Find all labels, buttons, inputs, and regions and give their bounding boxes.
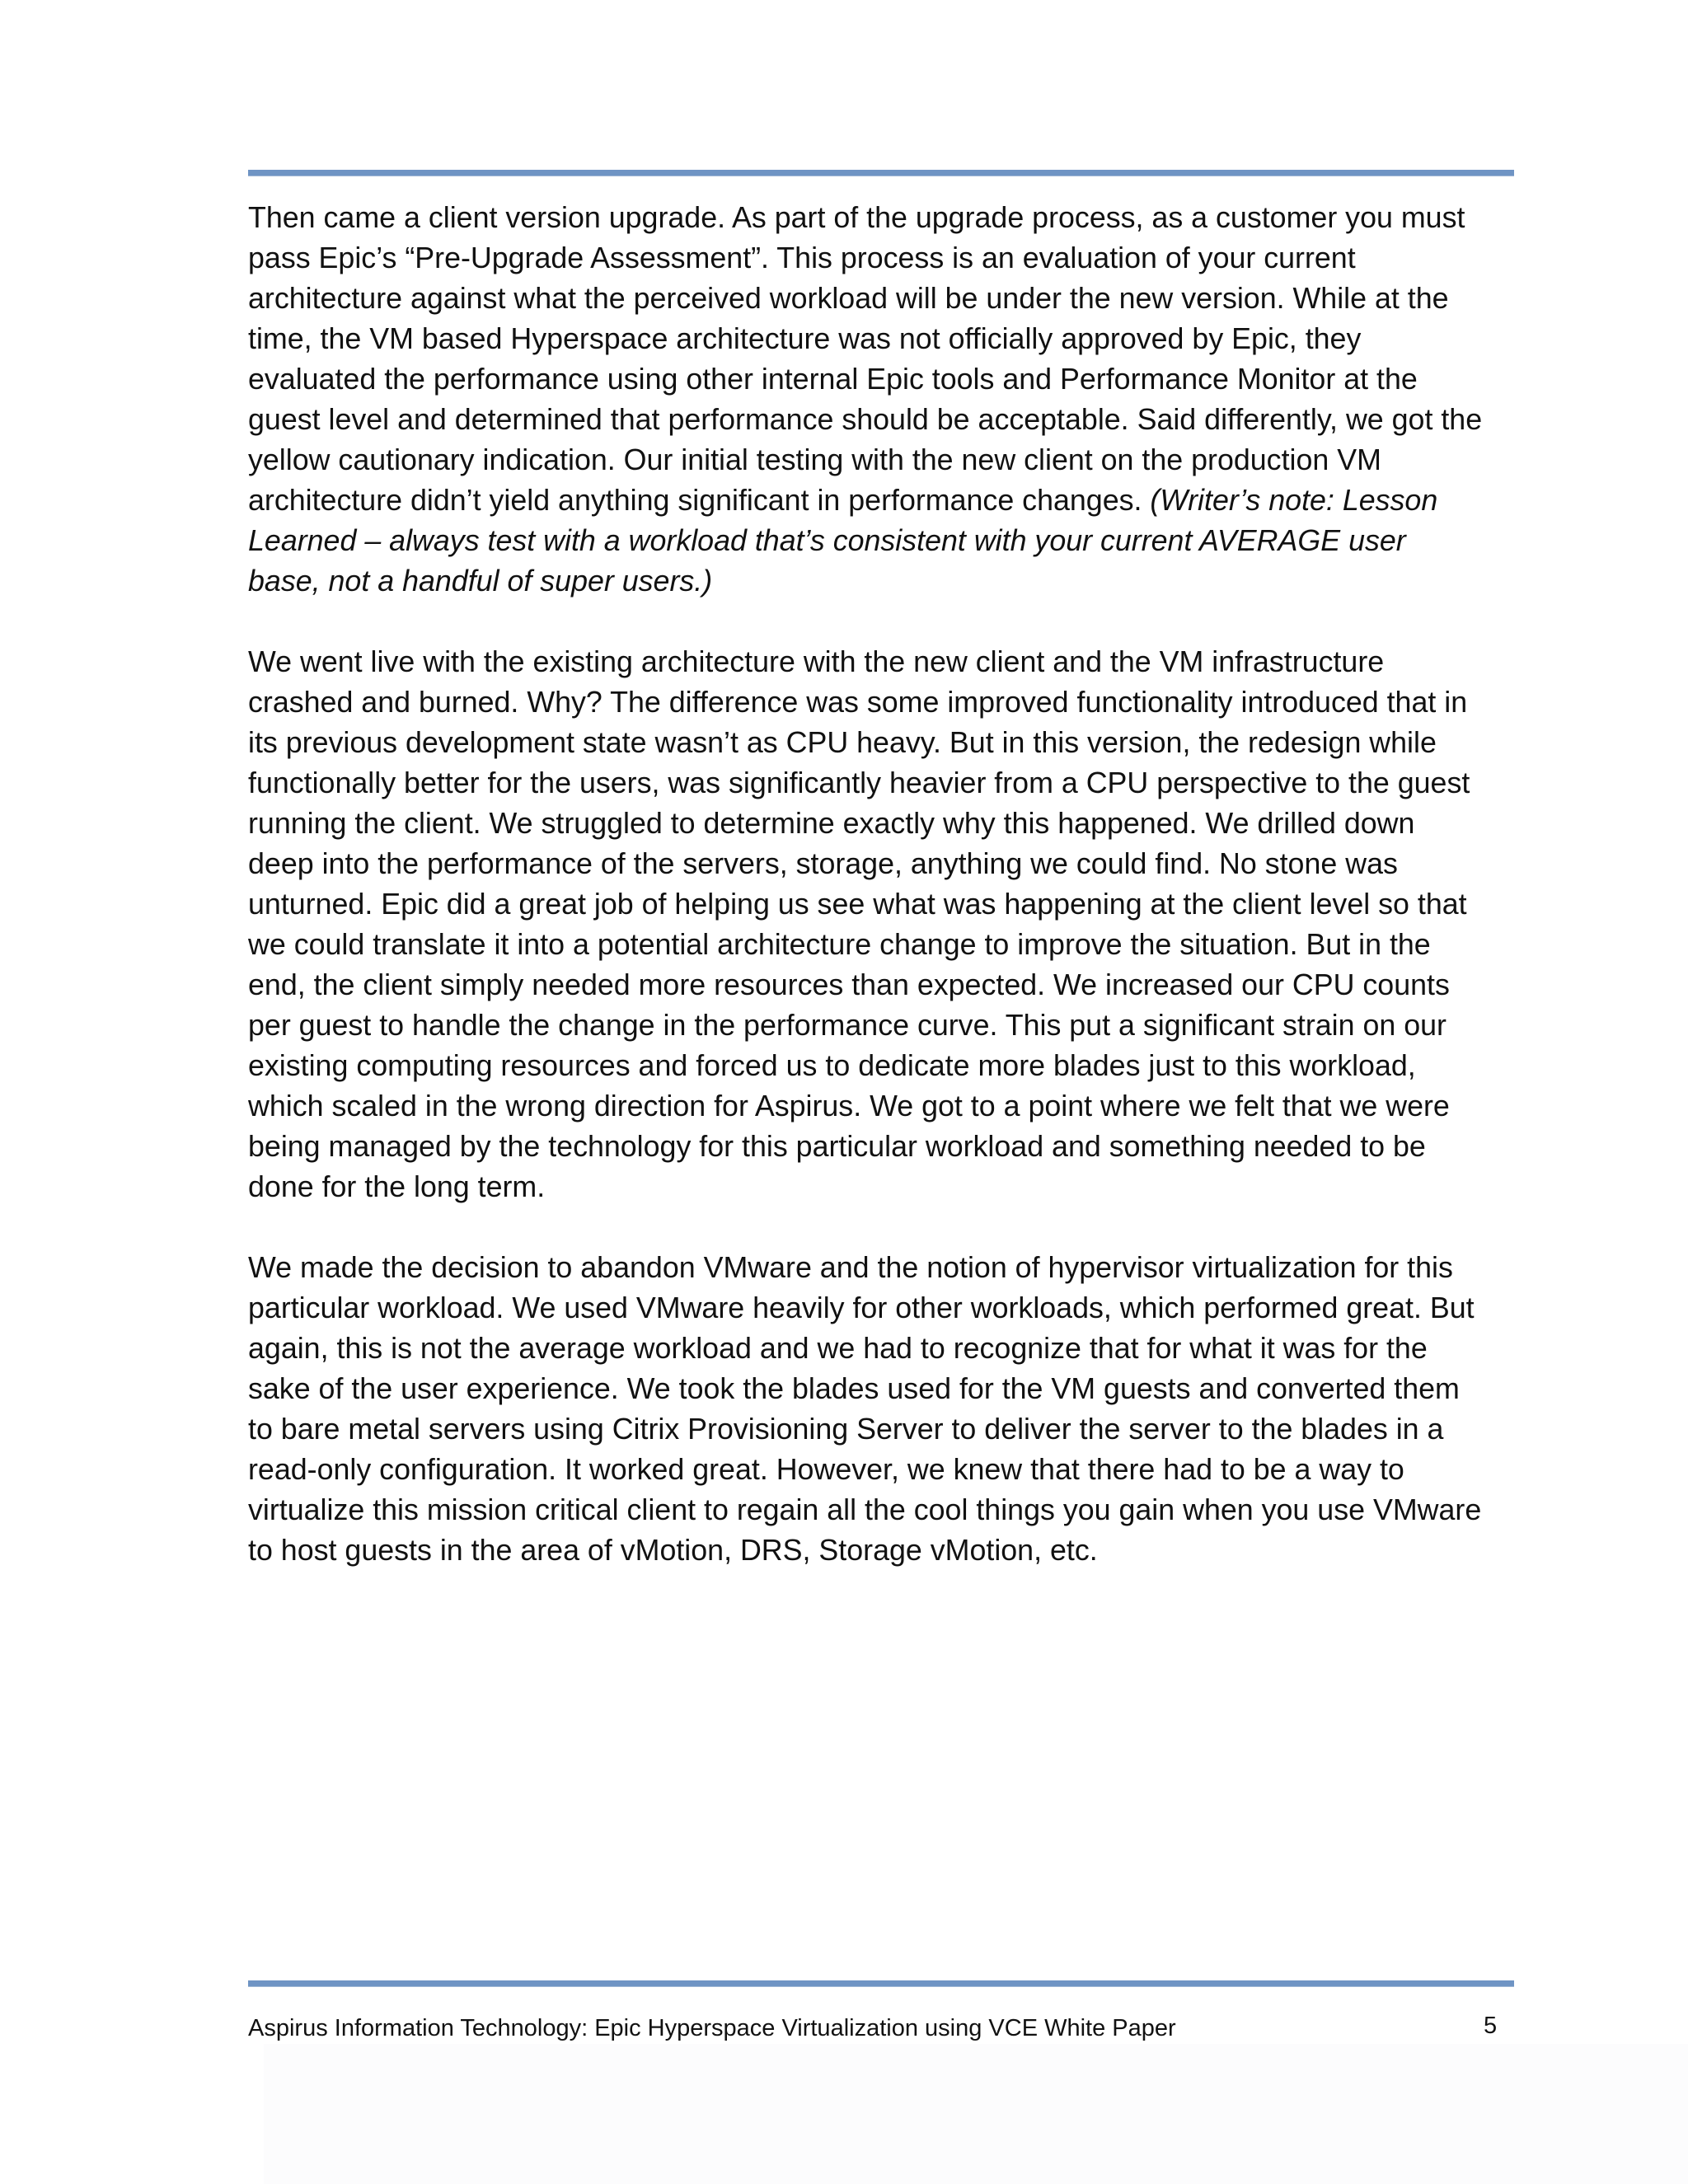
footer-rule (248, 1980, 1514, 1987)
paragraph-upgrade-text: Then came a client version upgrade. As part of the upgrade process, as a customer you must pass Epic’s “Pre-Upgrade Assessment”. This process is an evaluation of your current architecture against what the perceived workload will be under the new version. While at the time, the VM based Hyperspace architecture was not officially approved by Epic, they evaluated the performance using other internal Epic tools and Performance Monitor at the guest level and determined that performance should be acceptable. Said differently, we got the yellow cautionary indication. Our initial testing with the new client on the production VM architecture didn’t yield anything significant in performance changes. (248, 201, 1483, 517)
paragraph-decision: We made the decision to abandon VMware and the notion of hypervisor virtualization for this particular workload. We used VMware heavily for other workloads, which performed great. But again, this is not the average workload and we had to recognize that for what it was for the sake of the user experience. We took the blades used for the VM guests and converted them to bare metal servers using Citrix Provisioning Server to deliver the server to the blades in a read-only configuration. It worked great. However, we knew that there had to be a way to virtualize this mission critical client to regain all the cool things you gain when you use VMware to host guests in the area of vMotion, DRS, Storage vMotion, etc. (248, 1251, 1482, 1567)
page-edge-shade (264, 2044, 1688, 2184)
page-number: 5 (1484, 2013, 1498, 2039)
header-rule (248, 170, 1514, 176)
footer-title: Aspirus Information Technology: Epic Hyperspace Virtualization using VCE White Paper (248, 2015, 1176, 2041)
paragraph-upgrade (248, 198, 1484, 602)
writers-note: (Writer’s note: Lesson Learned – always test with a workload that’s consistent with your current AVERAGE user base, not a handful of super users.) (248, 484, 1438, 598)
body-text (248, 198, 1484, 1571)
paragraph-go-live: We went live with the existing architecture with the new client and the VM infrastructure crashed and burned. Why? The difference was some improved functionality introduced that in its previous development state wasn’t as CPU heavy. But in this version, the redesign while functionally better for the users, was significantly heavier from a CPU perspective to the guest running the client. We struggled to determine exactly why this happened. We drilled down deep into the performance of the servers, storage, anything we could find. No stone was unturned. Epic did a great job of helping us see what was happening at the client level so that we could translate it into a potential architecture change to improve the situation. But in the end, the client simply needed more resources than expected. We increased our CPU counts per guest to handle the change in the performance curve. This put a significant strain on our existing computing resources and forced us to dedicate more blades just to this workload, which scaled in the wrong direction for Aspirus. We got to a point where we felt that we were being managed by the technology for this particular workload and something needed to be done for the long term. (248, 645, 1470, 1203)
